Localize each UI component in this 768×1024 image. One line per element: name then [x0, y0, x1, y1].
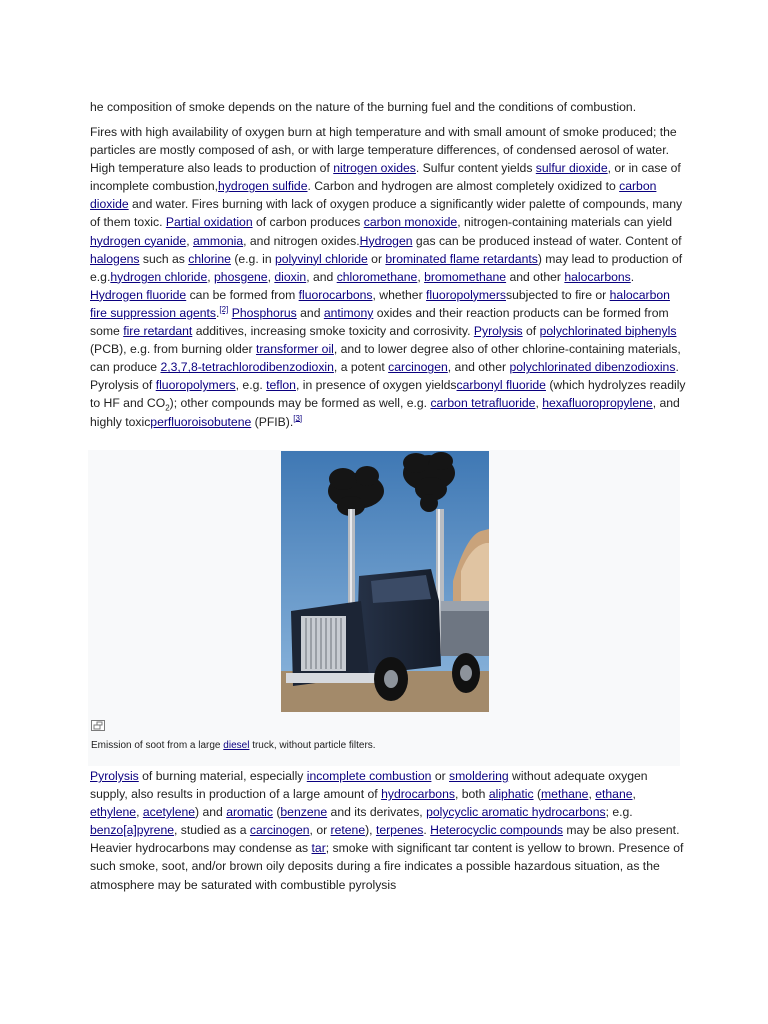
article-link[interactable]: nitrogen oxides — [333, 161, 416, 176]
article-link[interactable]: polychlorinated biphenyls — [539, 324, 677, 339]
body-text: , in presence of oxygen yields — [295, 378, 457, 393]
reference-link[interactable]: [2] — [219, 304, 229, 314]
article-link[interactable]: sulfur dioxide — [535, 161, 608, 176]
article-link[interactable]: carbonyl fluoride — [456, 378, 546, 393]
body-text: or — [367, 251, 386, 266]
body-text: , and other — [447, 360, 510, 375]
body-text: gas can be produced instead of water. Content of — [412, 233, 682, 248]
superscript — [219, 305, 228, 314]
article-link[interactable]: benzene — [280, 805, 328, 820]
body-text: Fires with high availability of oxygen burn at high temperature and with small amount of smoke produced; the particles are mostly composed of ash, or with large temperature differences, of condensed aerosol of water. High temperature also leads to production of — [90, 125, 677, 176]
article-link[interactable]: aromatic — [226, 805, 273, 820]
article-link[interactable]: benzo[a]pyrene — [90, 823, 175, 838]
article-link[interactable]: fluoropolymers — [426, 287, 506, 302]
article-link[interactable]: carbon dioxide — [90, 179, 657, 212]
body-text: . Pyrolysis of — [90, 360, 679, 393]
body-text: , nitrogen-containing materials can yield — [457, 215, 672, 230]
body-text: of carbon produces — [252, 215, 364, 230]
article-link[interactable]: ethylene — [90, 805, 137, 820]
body-text: ( — [533, 787, 542, 802]
article-link[interactable]: fire suppression agents — [90, 305, 217, 320]
article-link[interactable]: carcinogen — [249, 823, 310, 838]
body-text: (PCB), e.g. from burning older — [90, 342, 256, 357]
article-link[interactable]: polycyclic aromatic hydrocarbons — [426, 805, 606, 820]
article-link[interactable]: antimony — [323, 305, 374, 320]
article-link[interactable]: polyvinyl chloride — [274, 251, 368, 266]
paragraph-pyrolysis — [90, 767, 686, 894]
body-text: , — [588, 787, 596, 802]
body-text: , a potent — [333, 360, 389, 375]
article-link[interactable]: teflon — [266, 378, 296, 393]
superscript — [293, 413, 302, 422]
body-text: , e.g. — [235, 378, 267, 393]
article-link[interactable]: fire retardant — [123, 324, 193, 339]
article-link[interactable]: tar — [311, 841, 326, 856]
article-link[interactable]: brominated flame retardants — [385, 251, 538, 266]
body-text: , and to lower degree also of other chlorine-containing materials, can produce — [90, 342, 681, 375]
body-text: and water. Fires burning with lack of oxygen produce a significantly wider palette of compounds, many of them toxic. — [90, 197, 683, 230]
article-link[interactable]: Phosphorus — [231, 305, 297, 320]
body-text: , studied as a — [174, 823, 250, 838]
article-link[interactable]: dioxin — [274, 269, 307, 284]
article-link[interactable]: perfluoroisobutene — [150, 414, 252, 429]
body-text: ; e.g. — [605, 805, 633, 820]
article-link[interactable]: hydrogen cyanide — [90, 233, 187, 248]
reference-link[interactable]: [3] — [293, 413, 303, 423]
article-link[interactable]: transformer oil — [255, 342, 334, 357]
body-text: ) and — [195, 805, 227, 820]
body-text: and its derivates, — [327, 805, 427, 820]
body-text: , and nitrogen oxides. — [243, 233, 360, 248]
body-text: , or — [309, 823, 331, 838]
body-text: additives, increasing smoke toxicity and corrosivity. — [192, 324, 474, 339]
body-text: (which hydrolyzes readily to HF and CO — [90, 378, 686, 411]
body-text: . — [630, 269, 635, 284]
thumbnail-figure — [88, 450, 680, 766]
article-link[interactable]: bromomethane — [424, 269, 507, 284]
article-link[interactable]: acetylene — [142, 805, 196, 820]
body-text: . Sulfur content yields — [415, 161, 536, 176]
caption-text: Emission of soot from a large — [91, 740, 224, 751]
caption-link-diesel[interactable]: diesel — [223, 740, 250, 751]
article-link[interactable]: hydrogen chloride — [110, 269, 208, 284]
article-link[interactable]: Pyrolysis — [90, 769, 139, 783]
body-text: (e.g. in — [230, 251, 275, 266]
article-link[interactable]: fluoropolymers — [155, 378, 236, 393]
article-link[interactable]: retene — [330, 823, 366, 838]
body-text: , and highly toxic — [90, 396, 680, 429]
article-link[interactable]: Hydrogen fluoride — [90, 287, 187, 302]
body-text: ( — [272, 805, 281, 820]
body-text: ), — [365, 823, 376, 838]
article-link[interactable]: aliphatic — [488, 787, 534, 802]
article-link[interactable]: smoldering — [449, 769, 509, 783]
article-link[interactable]: Pyrolysis — [473, 324, 523, 339]
subscript-text: 2 — [165, 403, 170, 413]
body-text: or — [431, 769, 450, 783]
article-link[interactable]: halocarbons — [564, 269, 631, 284]
article-link[interactable]: ammonia — [193, 233, 244, 248]
body-text: may be also present. Heavier hydrocarbons may condense as — [90, 823, 680, 856]
article-link[interactable]: carcinogen — [388, 360, 448, 375]
body-text: oxides and their reaction products can be formed from some — [90, 305, 669, 339]
body-text: without adequate oxygen supply, also results in production of a large amount of — [90, 769, 648, 802]
article-link[interactable]: halocarbon — [609, 287, 670, 302]
article-link[interactable]: hexafluoropropylene — [542, 396, 653, 411]
article-link[interactable]: 2,3,7,8-tetrachlorodibenzodioxin — [160, 360, 334, 375]
truck-smoke-photo[interactable] — [281, 451, 489, 712]
article-link[interactable]: Hydrogen — [359, 233, 413, 248]
body-text: , — [136, 805, 143, 820]
article-link[interactable]: carbon tetrafluoride — [430, 396, 536, 411]
body-text: he composition of smoke depends on the nature of the burning fuel and the conditions of combustion. — [90, 100, 637, 114]
article-link[interactable]: polychlorinated dibenzodioxins — [509, 360, 676, 375]
body-text: ); other compounds may be formed as well, e.g. — [169, 396, 431, 411]
article-link[interactable]: hydrocarbons — [381, 787, 455, 802]
magnify-clip-icon[interactable] — [91, 720, 105, 731]
body-text: subjected to fire or — [505, 287, 610, 302]
article-link[interactable]: methane — [541, 787, 589, 802]
article-link[interactable]: chlorine — [188, 251, 231, 266]
body-text: , — [186, 233, 193, 248]
body-text: such as — [139, 251, 189, 266]
article-link[interactable]: fluorocarbons — [298, 287, 373, 302]
article-link[interactable]: halogens — [90, 251, 140, 266]
body-text: of — [522, 324, 540, 339]
body-text: and other — [506, 269, 565, 284]
paragraph-combustion-products — [90, 123, 686, 431]
caption-text-end: truck, without particle filters. — [249, 740, 376, 751]
body-text: . Carbon and hydrogen are almost completely oxidized to — [307, 179, 620, 194]
body-text: ) may lead to production of e.g. — [90, 251, 683, 284]
figure-caption — [91, 739, 671, 753]
body-text: of burning material, especially — [138, 769, 307, 783]
article-link[interactable]: carbon monoxide — [363, 215, 458, 230]
body-text: and — [296, 305, 324, 320]
body-text: . — [423, 823, 431, 838]
body-text: , both — [454, 787, 489, 802]
article-link[interactable]: Partial oxidation — [165, 215, 253, 230]
paragraph-intro — [90, 98, 686, 116]
body-text: , — [632, 787, 636, 802]
body-text: , — [535, 396, 543, 411]
body-text: , whether — [372, 287, 427, 302]
body-text: , — [207, 269, 215, 284]
article-link[interactable]: Heterocyclic compounds — [430, 823, 563, 838]
body-text: , — [417, 269, 425, 284]
body-text: , — [267, 269, 275, 284]
body-text: , or in case of incomplete combustion, — [90, 161, 681, 194]
article-link[interactable]: ethane — [595, 787, 633, 802]
body-text: . — [216, 305, 220, 320]
article-link[interactable]: chloromethane — [336, 269, 418, 284]
body-text: ; smoke with significant tar content is yellow to brown. Presence of such smoke, soot, and/or brown oily deposits during a fire indicates a possible hazardous situation, as the atmosphere may be saturated with combustible pyrolysis — [90, 841, 684, 892]
body-text: can be formed from — [186, 287, 299, 302]
article-link[interactable]: terpenes — [375, 823, 424, 838]
article-link[interactable]: phosgene — [214, 269, 268, 284]
article-link[interactable]: hydrogen sulfide — [218, 179, 308, 194]
body-text: (PFIB). — [251, 414, 294, 429]
body-text: , and — [306, 269, 337, 284]
article-link[interactable]: incomplete combustion — [306, 769, 432, 783]
